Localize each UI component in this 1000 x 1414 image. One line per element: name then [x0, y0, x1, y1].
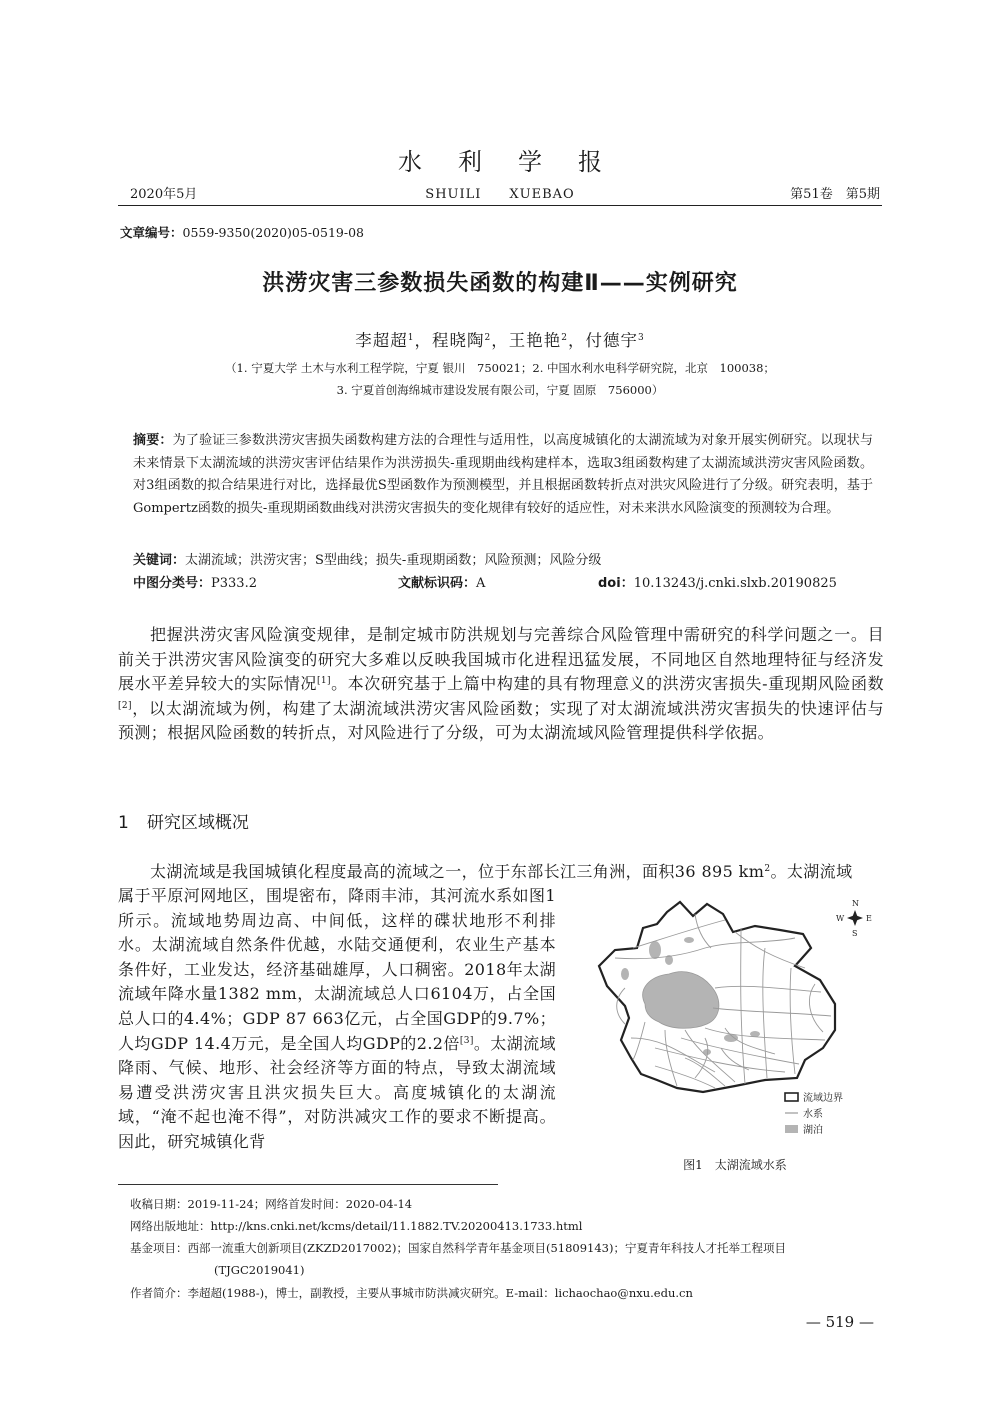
legend-label: 水系	[803, 1109, 823, 1120]
lake-small	[684, 937, 694, 943]
online-address-label: 网络出版地址：	[130, 1219, 211, 1233]
author-bio-text: 李超超(1988-)，博士，副教授，主要从事城市防洪减灾研究。E-mail：lichaochao@nxu.edu.cn	[187, 1286, 693, 1300]
page-number: — 519 —	[805, 1313, 874, 1331]
fund-info	[130, 1238, 890, 1259]
author-bio-label: 作者简介：	[130, 1286, 188, 1300]
abstract-label: 摘要：	[133, 433, 173, 448]
citation-ref: [3]	[459, 1035, 474, 1046]
keywords	[133, 549, 601, 568]
article-number-value: 0559-9350(2020)05-0519-08	[182, 225, 364, 240]
online-address	[130, 1216, 890, 1237]
legend-label: 湖泊	[803, 1125, 823, 1136]
legend-lake-swatch	[785, 1125, 798, 1133]
affiliation-line: 3. 宁夏首创海绵城市建设发展有限公司，宁夏 固原 756000）	[336, 383, 664, 397]
online-address-url: http://kns.cnki.net/kcms/detail/11.1882.TV.20200413.1733.html	[210, 1219, 583, 1233]
basin-map-svg	[585, 888, 885, 1156]
clc-number	[133, 572, 257, 591]
author-name: 李超超	[355, 331, 408, 350]
figure-taihu-basin-map	[585, 888, 885, 1156]
affiliation-line: （1. 宁夏大学 土木与水利工程学院，宁夏 银川 750021；2. 中国水利水电科学研究院，北京 100038；	[225, 361, 775, 375]
author-affiliation-mark: 2	[561, 333, 568, 343]
clc-value: P333.2	[211, 576, 257, 591]
map-legend	[785, 1091, 843, 1136]
section-title: 研究区域概况	[146, 813, 249, 833]
abstract-text: 为了验证三参数洪涝灾害损失函数构建方法的合理性与适用性，以高度城镇化的太湖流域为对象开展实例研究。以现状与未来情景下太湖流域的洪涝灾害评估结果作为洪涝损失-重现期曲线构建样本，选取3组函数构建了太湖流域洪涝灾害风险函数。对3组函数的拟合结果进行对比，选择最优S型函数作为预测模型，并且根据函数转折点对洪灾风险进行了分级。研究表明，基于Gompertz函数的损失-重现期函数曲线对洪涝灾害损失的变化规律有较好的适应性，对未来洪水风险演变的预测较为合理。	[133, 433, 873, 516]
doi-label: doi：	[598, 576, 634, 591]
section-heading	[118, 808, 267, 833]
paragraph-text: 。太湖流域降雨、气候、地形、社会经济等方面的特点，导致太湖流域易遭受洪涝灾害且洪灾损失巨大。高度城镇化的太湖流域，“淹不起也淹不得”，对防洪减灾工作的要求不断提高。因此，研究城镇化背	[118, 1033, 556, 1151]
author-bio	[130, 1283, 890, 1304]
doi-value: 10.13243/j.cnki.slxb.20190825	[633, 576, 837, 591]
abstract	[133, 430, 873, 520]
article-number	[120, 223, 364, 241]
doi	[598, 572, 837, 591]
intro-text: ，以太湖流域为例，构建了太湖流域洪涝灾害风险函数；实现了对太湖流域洪涝灾害损失的快速评估与预测；根据风险函数的转折点，对风险进行了分级，可为太湖流域风险管理提供科学依据。	[118, 698, 884, 743]
compass-w: W	[836, 914, 845, 923]
compass-n: N	[852, 899, 859, 908]
document-code	[398, 572, 485, 591]
author-affiliation-mark: 2	[484, 333, 492, 343]
article-number-label: 文章编号：	[120, 225, 183, 240]
header-rule	[118, 205, 882, 206]
intro-text: 把握洪涝灾害风险演变规律，是制定城市防洪规划与完善综合风险管理中需研究的科学问题之一。目前关于洪涝灾害风险演变的研究大多难以反映我国城市化进程迅猛发展，不同地区自然地理特征与经济发展水平差异较大的实际情况	[118, 625, 884, 694]
author-name: 付德宇	[585, 331, 638, 350]
figure-caption: 图1 太湖流域水系	[683, 1158, 787, 1172]
superscript: 2	[764, 864, 771, 874]
section1-paragraph-first-line	[118, 860, 884, 885]
fund-label: 基金项目：	[130, 1241, 188, 1255]
author-list: 李超超$^1$，程晓陶$^2$，王艳艳$^2$，付德宇$^3$	[355, 331, 645, 350]
legend-label: 流域边界	[803, 1093, 843, 1104]
legend-boundary-swatch	[785, 1093, 798, 1101]
issue-date: 2020年5月	[130, 187, 198, 202]
intro-paragraph	[118, 623, 884, 746]
compass-s: S	[852, 929, 858, 938]
received-date: 收稿日期：2019-11-24；网络首发时间：2020-04-14	[130, 1197, 413, 1211]
citation-ref: [1]	[316, 676, 331, 687]
journal-title-en: SHUILI XUEBAO	[425, 187, 575, 202]
lake-small	[649, 941, 661, 959]
document-code-value: A	[476, 576, 486, 591]
journal-title: 水利学报	[398, 148, 638, 176]
section-number: 1	[118, 813, 129, 833]
paragraph-text: 太湖流域是我国城镇化程度最高的流域之一，位于东部长江三角洲，面积36 895 km	[150, 862, 765, 881]
paragraph-text: 。太湖流域	[770, 862, 853, 881]
fund-text: 西部一流重大创新项目(ZKZD2017002)；国家自然科学青年基金项目(51809143)；宁夏青年科技人才托举工程项目	[187, 1241, 786, 1255]
keywords-text: 太湖流域；洪涝灾害；S型曲线；损失-重现期函数；风险预测；风险分级	[185, 553, 602, 568]
keywords-label: 关键词：	[133, 553, 186, 568]
volume-issue: 第51卷 第5期	[790, 187, 880, 202]
footnote-rule	[118, 1184, 498, 1185]
paragraph-text: 属于平原河网地区，围堤密布，降雨丰沛，其河流水系如图1所示。流域地势周边高、中间低，这样的碟状地形不利排水。太湖流域自然条件优越，水陆交通便利，农业生产基本条件好，工业发达，经济基础雄厚，人口稠密。2018年太湖流域年降水量1382 mm，太湖流域总人口6104万，占全国总人口的4.4%；GDP 87 663亿元，占全国GDP的9.7%；人均GDP 14.4万元，是全国人均GDP的2.2倍	[118, 886, 556, 1053]
intro-text: 。本次研究基于上篇中构建的具有物理意义的洪涝灾害损失-重现期风险函数	[330, 674, 884, 694]
lake-small	[621, 968, 629, 980]
author-name: 王艳艳	[508, 331, 562, 350]
clc-label: 中图分类号：	[133, 576, 212, 591]
north-arrow-icon	[836, 899, 872, 938]
author-affiliation-mark: 3	[637, 333, 645, 343]
compass-e: E	[866, 914, 872, 923]
author-affiliation-mark: 1	[407, 333, 415, 343]
section1-paragraph-wrapped	[118, 884, 556, 1155]
paper-title: 洪涝灾害三参数损失函数的构建Ⅱ——实例研究	[262, 271, 738, 296]
author-name: 程晓陶	[432, 331, 485, 350]
citation-ref: [2]	[118, 700, 132, 711]
document-code-label: 文献标识码：	[398, 576, 477, 591]
fund-info-continued: (TJGC2019041)	[214, 1263, 305, 1277]
